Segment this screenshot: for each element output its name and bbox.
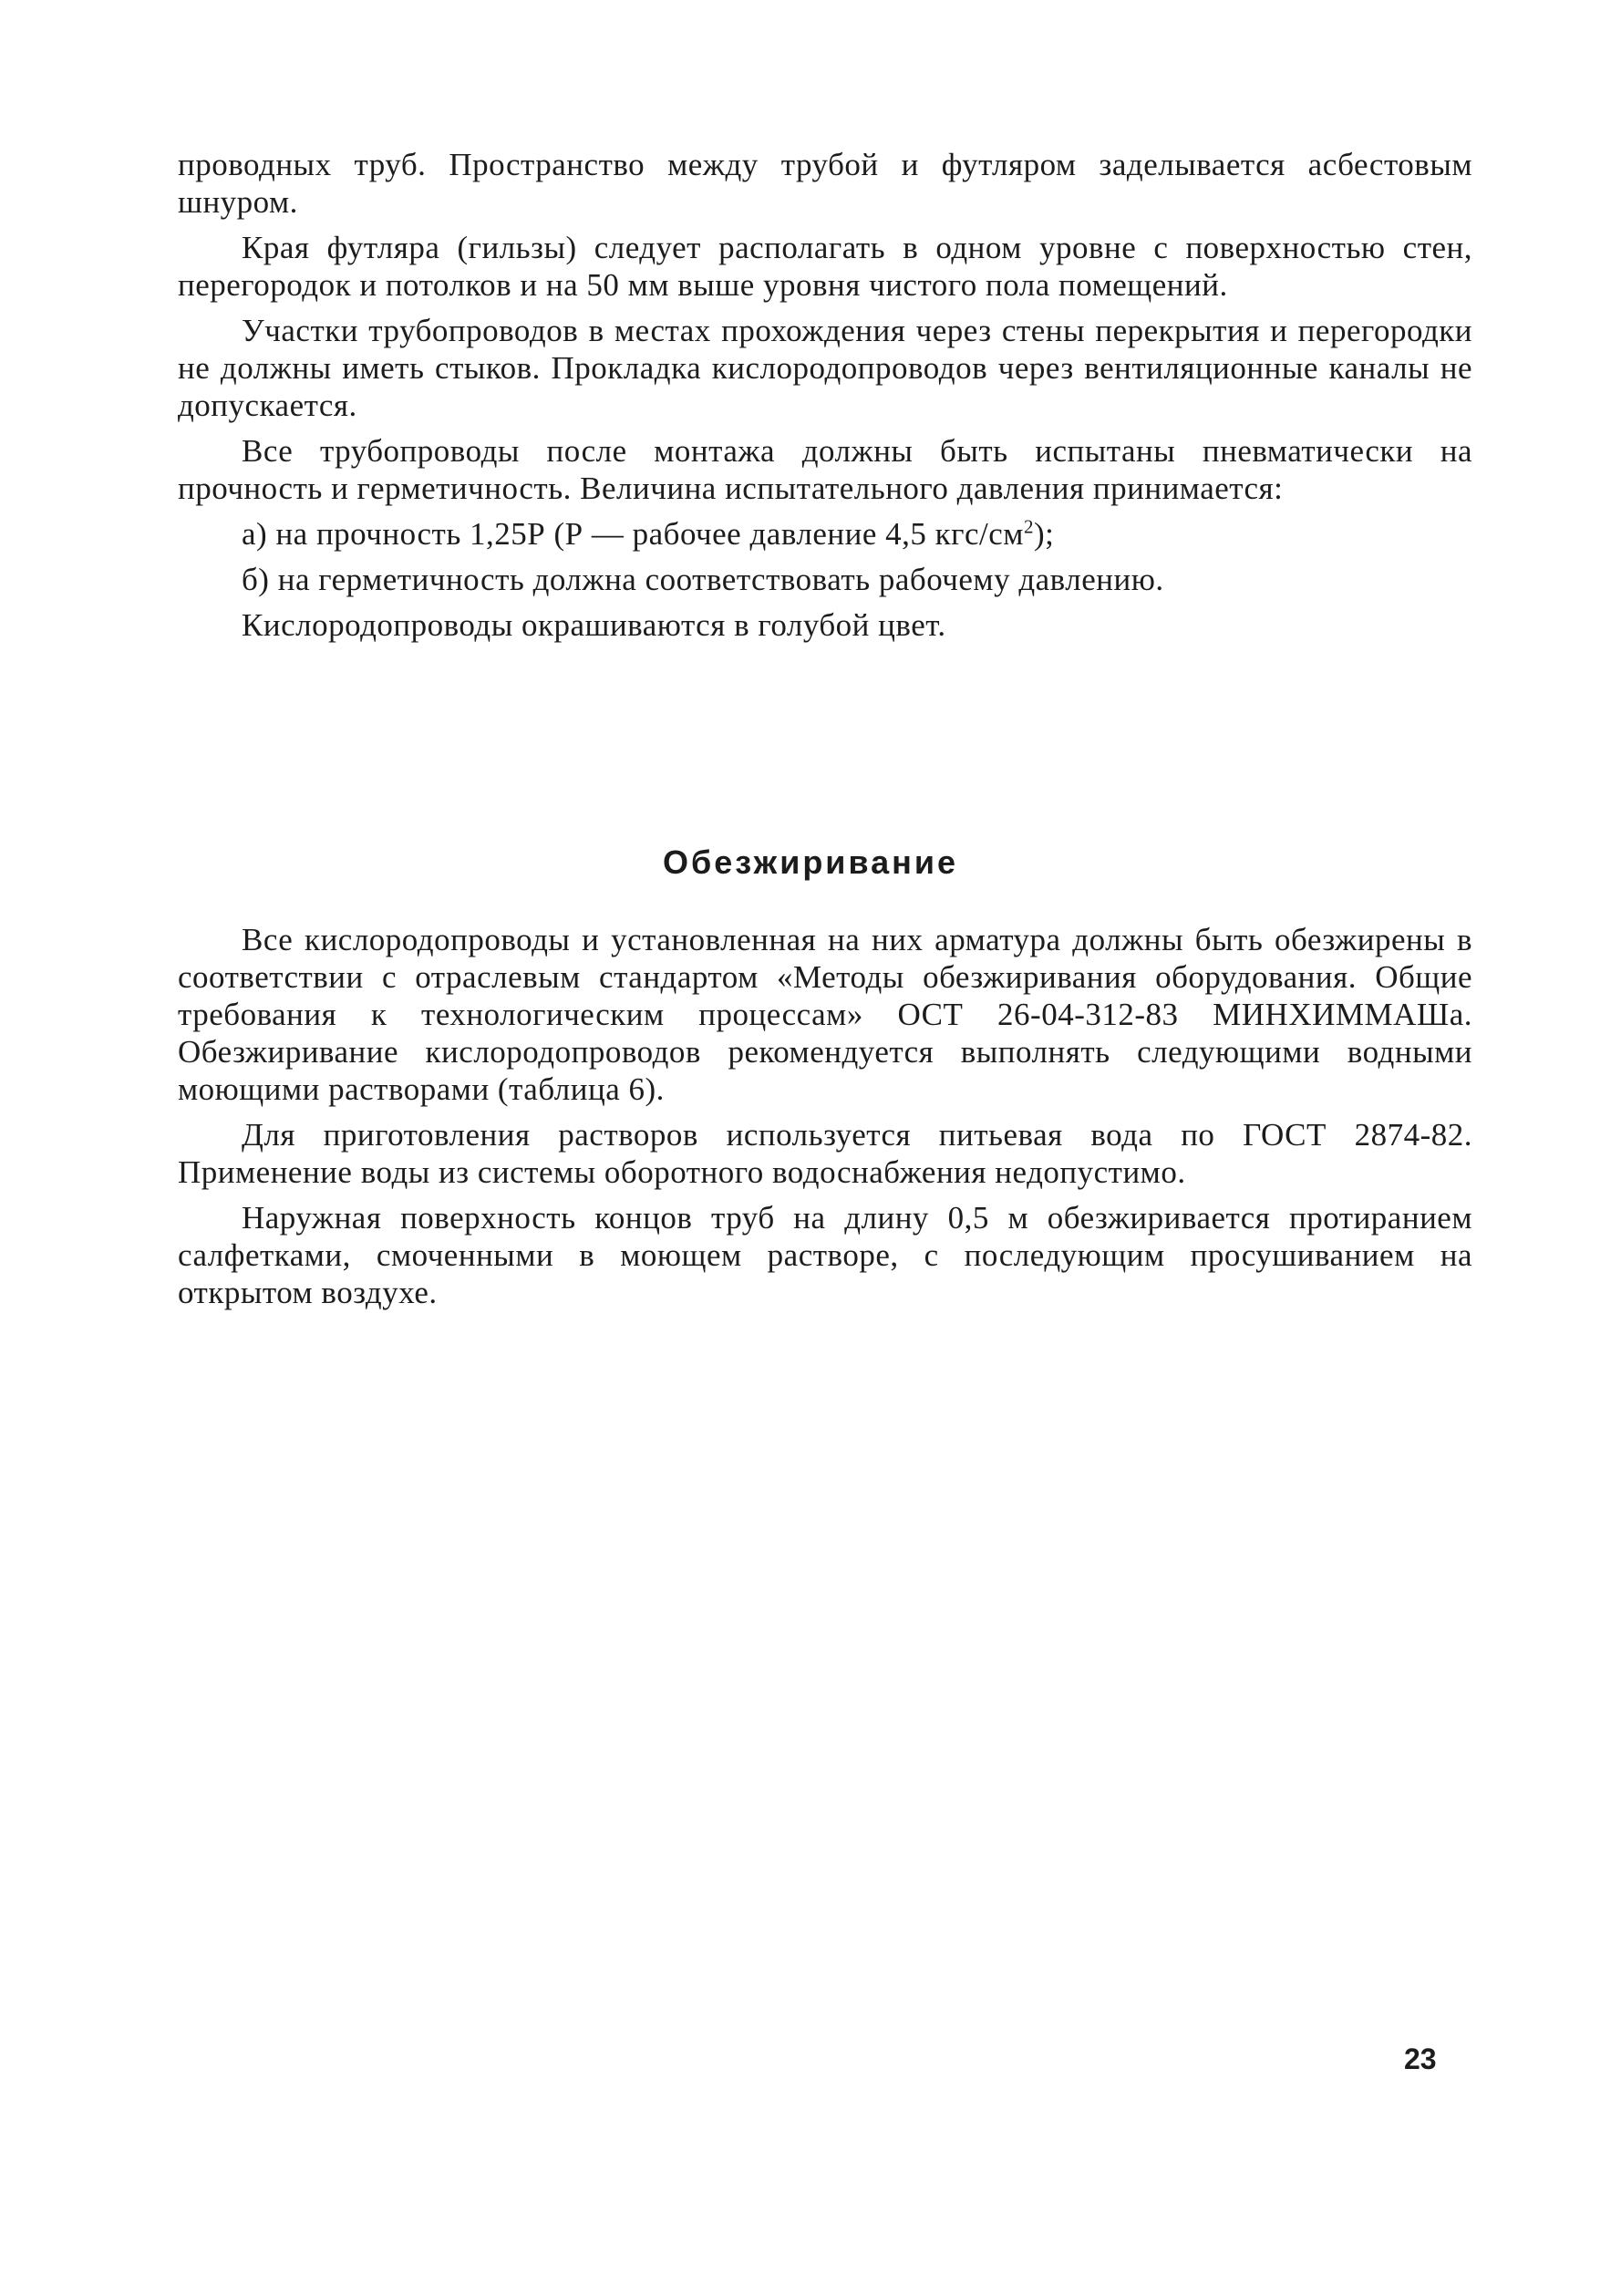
list-item-b: б) на герметичность должна соответствовать рабочему давлению. (242, 562, 1164, 597)
paragraph: Кислородопроводы окрашиваются в голубой цвет. (242, 607, 946, 643)
paragraph: Участки трубопроводов в местах прохождения через стены перекрытия и перегородки не должны иметь стыков. Прокладка кислородопроводов через вентиляционные каналы не допускается. (178, 313, 1472, 423)
text-section-degreasing (178, 921, 1472, 1319)
paragraph: Края футляра (гильзы) следует располагать в одном уровне с поверхностью стен, перегородок и потолков и на 50 мм выше уровня чистого пола помещений. (178, 230, 1472, 303)
paragraph: проводных труб. Пространство между трубой и футляром заделывается асбестовым шнуром. (178, 147, 1472, 220)
paragraph: Все кислородопроводы и установленная на них арматура должны быть обезжирены в соответствии с отраслевым стандартом «Методы обезжиривания оборудования. Общие требования к технологическим процессам» ОСТ 26-04-312-83 МИНХИММАШа. Обезжиривание кислородопроводов рекомендуется выполнять следующими водными моющими растворами (таблица 6). (178, 922, 1472, 1107)
list-item-a-text: а) на прочность 1,25Р (Р — рабочее давление 4,5 кгс/см (242, 516, 1024, 552)
paragraph: Наружная поверхность концов труб на длину 0,5 м обезжиривается протиранием салфетками, смоченными в моющем растворе, с последующим просушиванием на открытом воздухе. (178, 1200, 1472, 1310)
list-item-a-end: ); (1033, 516, 1055, 552)
section-heading: Обезжиривание (662, 843, 959, 881)
paragraph: Все трубопроводы после монтажа должны быть испытаны пневматически на прочность и герметичность. Величина испытательного давления принимается: (178, 433, 1472, 506)
superscript: 2 (1023, 515, 1034, 538)
page-number: 23 (1404, 2043, 1437, 2075)
text-section-installation (178, 146, 1472, 652)
list-item-a (178, 515, 1472, 553)
paragraph: Для приготовления растворов используется питьевая вода по ГОСТ 2874-82. Применение воды из системы оборотного водоснабжения недопустимо. (178, 1117, 1472, 1190)
